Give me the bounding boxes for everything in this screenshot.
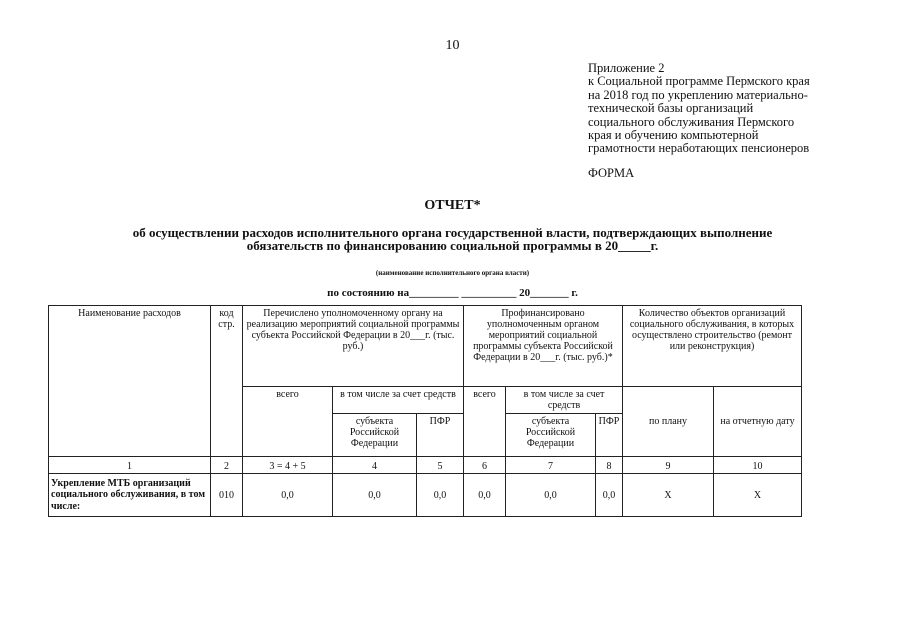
appendix-line: технической базы организаций xyxy=(588,101,754,116)
column-number: 10 xyxy=(714,457,802,474)
header-row xyxy=(49,306,802,387)
row-pfr-financed: 0,0 xyxy=(596,474,623,517)
header-subject-financed: субъекта Российской Федерации xyxy=(506,414,596,457)
header-name: Наименование расходов xyxy=(49,306,211,457)
header-incl-financed: в том числе за счет средств xyxy=(506,387,623,414)
report-table xyxy=(48,305,802,517)
column-number-row xyxy=(49,457,802,474)
subtitle-line: об осуществлении расходов исполнительного органа государственной власти, подтверждающих выполнение xyxy=(132,225,773,240)
appendix-line: к Социальной программе Пермского края xyxy=(588,74,810,89)
row-subject-transferred: 0,0 xyxy=(333,474,417,517)
column-number: 4 xyxy=(333,457,417,474)
header-total-financed: всего xyxy=(464,387,506,457)
appendix-line: на 2018 год по укреплению материально- xyxy=(588,87,808,102)
column-number: 9 xyxy=(623,457,714,474)
row-code: 010 xyxy=(211,474,243,517)
authority-caption: (наименование исполнительного органа власти) xyxy=(375,269,530,277)
row-actual: Х xyxy=(714,474,802,517)
column-number: 6 xyxy=(464,457,506,474)
appendix-line: Приложение 2 xyxy=(588,61,665,75)
report-subtitle xyxy=(40,226,865,252)
header-pfr-financed: ПФР xyxy=(596,414,623,457)
column-number: 1 xyxy=(49,457,211,474)
forma-label: ФОРМА xyxy=(588,166,635,180)
subtitle-line: обязательств по финансированию социальной программы в 20_____г. xyxy=(246,238,659,253)
header-incl-transferred: в том числе за счет средств xyxy=(333,387,464,414)
column-number: 7 xyxy=(506,457,596,474)
state-date-line: по состоянию на_________ __________ 20_______ г. xyxy=(327,287,578,299)
column-number: 2 xyxy=(211,457,243,474)
header-total-transferred: всего xyxy=(243,387,333,457)
row-subject-financed: 0,0 xyxy=(506,474,596,517)
header-objects: Количество объектов организаций социального обслуживания, в которых осуществлено строительство (ремонт или реконструкция) xyxy=(623,306,802,387)
column-number: 3 = 4 + 5 xyxy=(243,457,333,474)
header-subject-transferred: субъекта Российской Федерации xyxy=(333,414,417,457)
header-actual: на отчетную дату xyxy=(714,387,802,457)
header-financed: Профинансировано уполномоченным органом мероприятий социальной программы субъекта Российской Федерации в 20___г. (тыс. руб.)* xyxy=(464,306,623,387)
column-number: 8 xyxy=(596,457,623,474)
row-total-transferred: 0,0 xyxy=(243,474,333,517)
appendix-line: края и обучению компьютерной xyxy=(588,128,759,143)
report-title: ОТЧЕТ* xyxy=(424,198,481,213)
page-number: 10 xyxy=(445,38,460,53)
appendix-note xyxy=(588,62,888,156)
appendix-line: социального обслуживания Пермского xyxy=(588,114,795,129)
row-plan: Х xyxy=(623,474,714,517)
row-total-financed: 0,0 xyxy=(464,474,506,517)
table-row xyxy=(49,474,802,517)
header-code: код стр. xyxy=(211,306,243,457)
header-pfr-transferred: ПФР xyxy=(417,414,464,457)
row-pfr-transferred: 0,0 xyxy=(417,474,464,517)
column-number: 5 xyxy=(417,457,464,474)
header-plan: по плану xyxy=(623,387,714,457)
row-name: Укрепление МТБ организаций социального обслуживания, в том числе: xyxy=(49,474,211,517)
header-transferred: Перечислено уполномоченному органу на реализацию мероприятий социальной программы субъекта Российской Федерации в 20___г. (тыс. руб.) xyxy=(243,306,464,387)
appendix-line: грамотности неработающих пенсионеров xyxy=(588,141,810,156)
